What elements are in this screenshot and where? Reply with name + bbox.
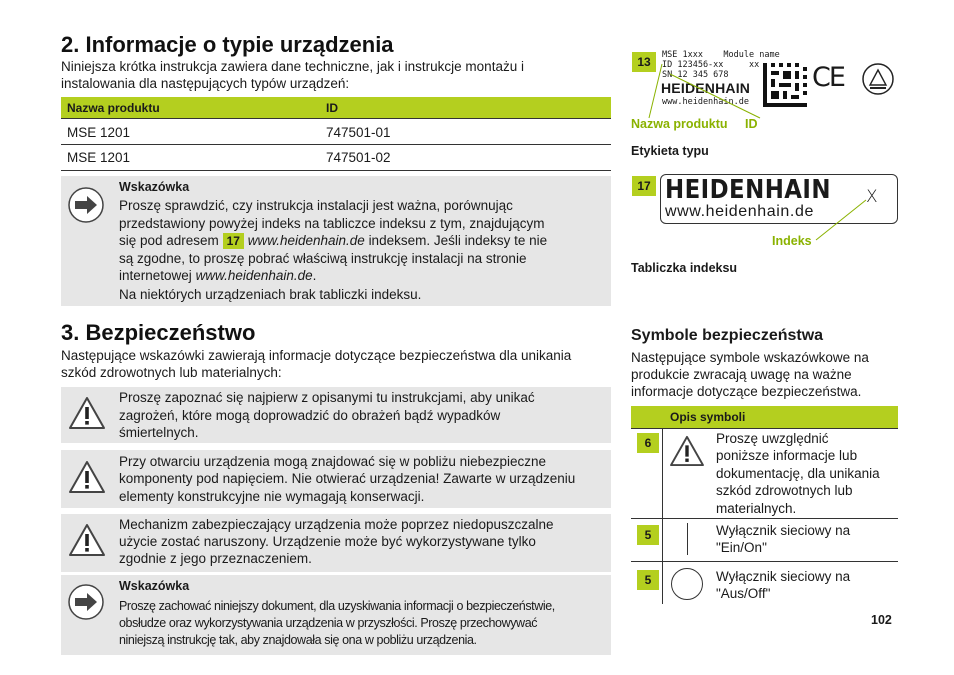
symbols-intro-line: informacje dotyczące bezpieczeństwa. [631,384,862,399]
index-callout-line [810,196,870,246]
symbol-ref-badge: 6 [637,433,659,453]
note-line: Na niektórych urządzeniach brak tabliczki indeksu. [119,287,422,302]
warning-line: zagrożeń, które mogą doprowadzić do obrażeń bądź wypadków [119,408,501,423]
symbol-description-line: Proszę uwzględnić [716,431,829,446]
note-line: Proszę sprawdzić, czy instrukcja instalacji jest ważna, porównując [119,198,513,213]
table-row [631,562,898,604]
note-text: się pod adresem [119,233,219,248]
type-label-badge: 13 [632,52,656,72]
symbol-ref-badge: 5 [637,570,659,590]
row-product-name: MSE 1201 [67,125,131,140]
note-box-keep-document [61,575,611,655]
col-id: ID [326,101,338,115]
type-label-line: SN 12 345 678 [662,70,729,80]
warning-line: Przy otwarciu urządzenia mogą znajdować się w pobliżu niebezpieczne [119,454,546,469]
symbol-description-line: poniższe informacje lub [716,448,858,463]
type-label-callout-lines [640,60,770,120]
warning-box [61,514,611,572]
symbol-description-line: Wyłącznik sieciowy na [716,569,851,584]
section2-intro-line2: instalowania dla następujących typów urządzeń: [61,76,350,91]
index-ref-badge: 17 [223,233,244,249]
symbol-description-line: materialnych. [716,501,797,516]
warning-triangle-icon [68,460,106,494]
callout-product-name: Nazwa produktu [631,117,728,131]
warning-box [61,387,611,443]
heidenhain-url[interactable]: www.heidenhain.de [195,268,313,283]
note-text: indeksem. Jeśli indeksy te nie [368,233,548,248]
table-row [61,119,611,145]
note-title: Wskazówka [119,180,190,194]
warning-line: Proszę zapoznać się najpierw z opisanymi tu instrukcjami, aby unikać [119,390,535,405]
row-product-name: MSE 1201 [67,150,131,165]
symbols-title: Symbole bezpieczeństwa [631,327,824,344]
tuv-certification-icon [861,62,895,96]
index-plate-url: www.heidenhain.de [665,203,814,220]
warning-line: śmiertelnych. [119,425,199,440]
ce-mark: CE [812,62,844,93]
row-id: 747501-01 [326,125,391,140]
note-line [119,232,547,250]
section3-intro-line1: Następujące wskazówki zawierają informacje dotyczące bezpieczeństwa dla unikania [61,348,572,363]
index-plate-badge: 17 [632,176,656,196]
section2-title: 2. Informacje o typie urządzenia [61,32,394,57]
row-id: 747501-02 [326,150,391,165]
warning-triangle-icon [68,523,106,557]
symbol-description-line: Wyłącznik sieciowy na [716,523,851,538]
heidenhain-url[interactable]: www.heidenhain.de [247,233,365,248]
symbols-table-header [631,406,898,429]
symbol-description-line: "Ein/On" [716,540,767,555]
section3-title: 3. Bezpieczeństwo [61,320,256,345]
warning-triangle-icon [669,435,705,467]
warning-box [61,450,611,508]
power-off-icon [671,568,703,600]
warning-line: Mechanizm zabezpieczający urządzenia może poprzez niedopuszczalne [119,517,554,532]
table-row [631,429,898,519]
product-table-header [61,97,611,119]
symbol-description-line: "Aus/Off" [716,586,771,601]
warning-line: komponenty pod napięciem. Nie otwierać urządzenia! Zawarte w urządzeniu [119,471,576,486]
note-line: są zgodne, to proszę pobrać właściwą instrukcję instalacji na stronie [119,251,527,266]
note-line: Proszę zachować niniejszy dokument, dla uzyskiwania informacji o bezpieczeństwie, [119,599,555,613]
section3-intro-line2: szkód zdrowotnych lub materialnych: [61,365,282,380]
symbol-description-line: szkód zdrowotnych lub [716,483,853,498]
symbol-description-line: dokumentację, dla unikania [716,466,880,481]
note-text: internetowej [119,268,192,283]
type-label-line: ID 123456-xx xx [662,60,760,70]
table-row [61,145,611,171]
note-title: Wskazówka [119,579,190,593]
note-line: obsłudze oraz wykorzystywania urządzenia w przyszłości. Proszę przechowywać [119,616,538,630]
page-number: 102 [871,613,892,627]
note-text: . [312,268,317,283]
section2-intro-line1: Niniejsza krótka instrukcja zawiera dane techniczne, jak i instrukcje montażu i [61,59,524,74]
callout-index: Indeks [772,234,812,248]
note-line: przedstawiony powyżej indeks na tabliczce indeksu z tym, znajdującym [119,216,545,231]
symbol-ref-badge: 5 [637,525,659,545]
warning-line: użycie zostać naruszony. Urządzenie może być wykorzystywane tylko [119,534,536,549]
type-label-line: MSE 1xxx Module name [662,50,780,60]
symbols-header-label: Opis symboli [670,410,746,424]
warning-line: zgodnie z jego przeznaczeniem. [119,551,312,566]
arrow-right-icon [67,186,105,224]
note-line: niniejszą instrukcję tak, aby znajdowała się ona w pobliżu urządzenia. [119,633,477,647]
index-plate-index-char: X [866,187,878,207]
note-box-index [61,176,611,306]
note-line [119,267,316,285]
type-label-url: www.heidenhain.de [662,97,749,107]
heidenhain-logo: HEIDENHAIN [665,175,831,205]
arrow-right-icon [67,583,105,621]
type-label-caption: Etykieta typu [631,144,709,158]
callout-id: ID [745,117,758,131]
index-plate-caption: Tabliczka indeksu [631,261,738,275]
power-on-icon [687,523,688,555]
symbols-intro-line: Następujące symbole wskazówkowe na [631,350,869,365]
heidenhain-logo: HEIDENHAIN [661,80,751,96]
warning-triangle-icon [68,396,106,430]
symbols-intro-line: produkcie zwracają uwagę na ważne [631,367,852,382]
col-product-name: Nazwa produktu [67,101,160,115]
table-row [631,519,898,562]
warning-line: elementy konstrukcyjne nie wymagają konserwacji. [119,489,425,504]
